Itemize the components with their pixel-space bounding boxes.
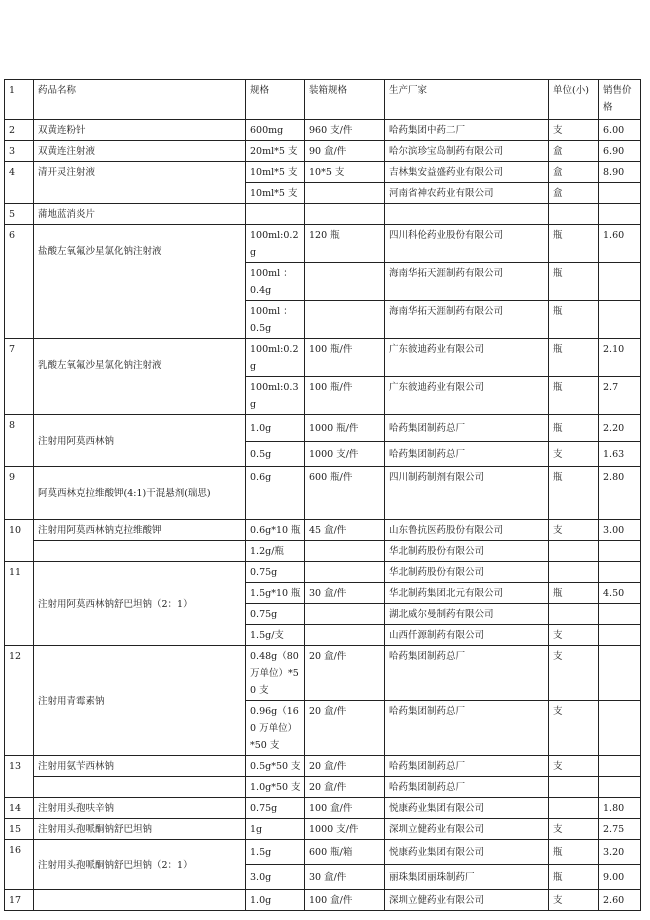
cell-name: 注射用阿莫西林钠克拉维酸钾 — [34, 520, 246, 541]
cell-spec: 0.5g*50 支 — [246, 756, 305, 777]
cell-spec: 0.75g — [246, 562, 305, 583]
cell-no: 5 — [5, 204, 34, 225]
cell-pack: 20 盒/件 — [305, 777, 385, 798]
cell-pack — [305, 263, 385, 301]
table-row — [5, 120, 641, 141]
cell-unit — [549, 604, 599, 625]
table-row — [5, 225, 641, 263]
cell-no: 9 — [5, 467, 34, 520]
cell-pack: 1000 支/件 — [305, 819, 385, 840]
header-price: 销售价格 — [599, 80, 641, 120]
cell-pack: 10*5 支 — [305, 162, 385, 183]
cell-price — [599, 701, 641, 756]
cell-pack: 90 盒/件 — [305, 141, 385, 162]
cell-name: 乳酸左氧氟沙星氯化钠注射液 — [34, 339, 246, 415]
cell-name — [34, 777, 246, 798]
cell-spec: 1.5g/支 — [246, 625, 305, 646]
cell-unit: 支 — [549, 625, 599, 646]
cell-pack — [305, 541, 385, 562]
cell-maker: 哈药集团中药二厂 — [385, 120, 549, 141]
cell-no: 12 — [5, 646, 34, 756]
table-row — [5, 520, 641, 541]
cell-price: 1.63 — [599, 442, 641, 467]
cell-price — [599, 204, 641, 225]
cell-name: 双黄连注射液 — [34, 141, 246, 162]
cell-spec: 10ml*5 支 — [246, 162, 305, 183]
cell-name: 盐酸左氧氟沙星氯化钠注射液 — [34, 225, 246, 339]
cell-name: 蒲地蓝消炎片 — [34, 204, 246, 225]
cell-maker: 深圳立健药业有限公司 — [385, 819, 549, 840]
cell-spec: 100ml ：0.5g — [246, 301, 305, 339]
cell-name — [34, 890, 246, 911]
cell-price: 3.00 — [599, 520, 641, 541]
cell-pack — [305, 562, 385, 583]
cell-price — [599, 301, 641, 339]
table-row — [5, 646, 641, 701]
cell-maker: 广东彼迪药业有限公司 — [385, 377, 549, 415]
cell-pack: 100 瓶/件 — [305, 339, 385, 377]
table-row — [5, 541, 641, 562]
cell-maker: 华北制药集团北元有限公司 — [385, 583, 549, 604]
cell-maker: 四川科伦药业股份有限公司 — [385, 225, 549, 263]
cell-pack — [305, 301, 385, 339]
cell-spec: 100ml:0.2g — [246, 225, 305, 263]
cell-name: 注射用氨苄西林钠 — [34, 756, 246, 777]
cell-spec: 1.0g — [246, 890, 305, 911]
drug-price-table — [4, 79, 641, 911]
cell-price: 2.20 — [599, 415, 641, 442]
cell-unit: 瓶 — [549, 840, 599, 865]
cell-spec: 1.0g*50 支 — [246, 777, 305, 798]
cell-unit: 支 — [549, 520, 599, 541]
table-row — [5, 415, 641, 442]
cell-price — [599, 756, 641, 777]
cell-spec: 0.75g — [246, 604, 305, 625]
cell-spec: 0.96g（160 万单位）*50 支 — [246, 701, 305, 756]
cell-price — [599, 604, 641, 625]
cell-pack: 20 盒/件 — [305, 701, 385, 756]
cell-unit — [549, 798, 599, 819]
cell-price: 6.00 — [599, 120, 641, 141]
cell-pack: 1000 瓶/件 — [305, 415, 385, 442]
cell-unit: 支 — [549, 701, 599, 756]
cell-spec: 100ml ：0.4g — [246, 263, 305, 301]
cell-maker: 山西仟源制药有限公司 — [385, 625, 549, 646]
cell-maker: 哈药集团制药总厂 — [385, 777, 549, 798]
cell-pack: 600 瓶/箱 — [305, 840, 385, 865]
cell-pack: 30 盒/件 — [305, 865, 385, 890]
cell-pack: 100 瓶/件 — [305, 377, 385, 415]
cell-pack — [305, 204, 385, 225]
cell-maker: 哈药集团制药总厂 — [385, 415, 549, 442]
cell-price: 2.10 — [599, 339, 641, 377]
cell-name — [34, 541, 246, 562]
cell-unit: 支 — [549, 756, 599, 777]
cell-pack — [305, 604, 385, 625]
table-row — [5, 890, 641, 911]
cell-price — [599, 646, 641, 701]
cell-price — [599, 183, 641, 204]
cell-price: 2.75 — [599, 819, 641, 840]
cell-spec: 1.0g — [246, 415, 305, 442]
cell-unit: 瓶 — [549, 263, 599, 301]
cell-maker: 海南华拓天涯制药有限公司 — [385, 301, 549, 339]
cell-maker: 华北制药股份有限公司 — [385, 541, 549, 562]
cell-pack: 1000 支/件 — [305, 442, 385, 467]
cell-unit: 支 — [549, 890, 599, 911]
cell-maker: 悦康药业集团有限公司 — [385, 798, 549, 819]
cell-maker: 哈药集团制药总厂 — [385, 756, 549, 777]
table-row — [5, 840, 641, 865]
cell-spec: 600mg — [246, 120, 305, 141]
table-row — [5, 467, 641, 520]
cell-maker: 海南华拓天涯制药有限公司 — [385, 263, 549, 301]
cell-spec: 20ml*5 支 — [246, 141, 305, 162]
cell-no: 4 — [5, 162, 34, 204]
cell-maker: 哈药集团制药总厂 — [385, 646, 549, 701]
cell-no: 14 — [5, 798, 34, 819]
cell-maker: 四川制药制剂有限公司 — [385, 467, 549, 520]
cell-maker: 山东鲁抗医药股份有限公司 — [385, 520, 549, 541]
cell-unit — [549, 777, 599, 798]
cell-spec — [246, 204, 305, 225]
cell-maker: 深圳立健药业有限公司 — [385, 890, 549, 911]
cell-spec: 100ml:0.2g — [246, 339, 305, 377]
cell-price — [599, 562, 641, 583]
cell-price: 2.7 — [599, 377, 641, 415]
cell-maker — [385, 204, 549, 225]
cell-price — [599, 263, 641, 301]
cell-name: 注射用青霉素钠 — [34, 646, 246, 756]
cell-unit — [549, 562, 599, 583]
header-pack: 装箱规格 — [305, 80, 385, 120]
cell-price — [599, 541, 641, 562]
cell-no: 11 — [5, 562, 34, 646]
cell-no: 8 — [5, 415, 34, 467]
cell-unit — [549, 541, 599, 562]
cell-unit: 盒 — [549, 141, 599, 162]
cell-no: 10 — [5, 520, 34, 562]
cell-price: 6.90 — [599, 141, 641, 162]
cell-pack: 30 盒/件 — [305, 583, 385, 604]
cell-pack — [305, 183, 385, 204]
cell-unit: 瓶 — [549, 339, 599, 377]
cell-no: 3 — [5, 141, 34, 162]
cell-unit: 瓶 — [549, 415, 599, 442]
cell-price: 4.50 — [599, 583, 641, 604]
cell-spec: 1.5g — [246, 840, 305, 865]
table-row — [5, 339, 641, 377]
cell-name: 清开灵注射液 — [34, 162, 246, 204]
cell-price — [599, 777, 641, 798]
cell-unit: 支 — [549, 120, 599, 141]
cell-spec: 0.6g*10 瓶 — [246, 520, 305, 541]
cell-unit: 盒 — [549, 183, 599, 204]
cell-name: 注射用头孢哌酮钠舒巴坦钠（2：1） — [34, 840, 246, 890]
cell-name: 注射用阿莫西林钠舒巴坦钠（2：1） — [34, 562, 246, 646]
cell-unit: 瓶 — [549, 377, 599, 415]
cell-no: 16 — [5, 840, 34, 890]
table-row — [5, 819, 641, 840]
header-name: 药品名称 — [34, 80, 246, 120]
cell-price: 1.80 — [599, 798, 641, 819]
cell-name: 注射用阿莫西林钠 — [34, 415, 246, 467]
table-row — [5, 204, 641, 225]
cell-name: 注射用头孢哌酮钠舒巴坦钠 — [34, 819, 246, 840]
cell-spec: 0.6g — [246, 467, 305, 520]
cell-maker: 丽珠集团丽珠制药厂 — [385, 865, 549, 890]
cell-name: 双黄连粉针 — [34, 120, 246, 141]
cell-pack: 20 盒/件 — [305, 646, 385, 701]
cell-spec: 100ml:0.3g — [246, 377, 305, 415]
cell-maker: 哈药集团制药总厂 — [385, 701, 549, 756]
table-header-row — [5, 80, 641, 120]
cell-no: 7 — [5, 339, 34, 415]
cell-spec: 1.2g/瓶 — [246, 541, 305, 562]
cell-price: 2.80 — [599, 467, 641, 520]
table-row — [5, 562, 641, 583]
table-row — [5, 141, 641, 162]
cell-name: 注射用头孢呋辛钠 — [34, 798, 246, 819]
header-maker: 生产厂家 — [385, 80, 549, 120]
cell-price: 1.60 — [599, 225, 641, 263]
cell-no: 6 — [5, 225, 34, 339]
cell-pack: 960 支/件 — [305, 120, 385, 141]
cell-unit: 瓶 — [549, 467, 599, 520]
cell-spec: 3.0g — [246, 865, 305, 890]
cell-maker: 华北制药股份有限公司 — [385, 562, 549, 583]
cell-unit: 瓶 — [549, 583, 599, 604]
cell-unit: 瓶 — [549, 865, 599, 890]
cell-pack: 100 盒/件 — [305, 798, 385, 819]
cell-spec: 0.48g（80 万单位）*50 支 — [246, 646, 305, 701]
cell-spec: 0.5g — [246, 442, 305, 467]
cell-price: 9.00 — [599, 865, 641, 890]
cell-unit: 支 — [549, 646, 599, 701]
cell-no: 2 — [5, 120, 34, 141]
cell-maker: 河南省神农药业有限公司 — [385, 183, 549, 204]
cell-price: 2.60 — [599, 890, 641, 911]
cell-unit — [549, 204, 599, 225]
cell-spec: 1g — [246, 819, 305, 840]
cell-unit: 瓶 — [549, 301, 599, 339]
cell-pack: 600 瓶/件 — [305, 467, 385, 520]
header-spec: 规格 — [246, 80, 305, 120]
cell-unit: 支 — [549, 442, 599, 467]
cell-unit: 瓶 — [549, 225, 599, 263]
cell-maker: 哈尔滨珍宝岛制药有限公司 — [385, 141, 549, 162]
header-unit: 单位(小) — [549, 80, 599, 120]
cell-pack — [305, 625, 385, 646]
table-row — [5, 777, 641, 798]
cell-maker: 悦康药业集团有限公司 — [385, 840, 549, 865]
cell-maker: 吉林集安益盛药业有限公司 — [385, 162, 549, 183]
cell-pack: 45 盒/件 — [305, 520, 385, 541]
cell-name: 阿莫西林克拉维酸钾(4:1)干混悬剂(瑞思) — [34, 467, 246, 520]
cell-no: 17 — [5, 890, 34, 911]
cell-spec: 10ml*5 支 — [246, 183, 305, 204]
cell-maker: 湖北威尔曼制药有限公司 — [385, 604, 549, 625]
cell-no: 13 — [5, 756, 34, 798]
cell-spec: 1.5g*10 瓶 — [246, 583, 305, 604]
cell-price: 8.90 — [599, 162, 641, 183]
cell-pack: 120 瓶 — [305, 225, 385, 263]
cell-price: 3.20 — [599, 840, 641, 865]
cell-spec: 0.75g — [246, 798, 305, 819]
cell-unit: 支 — [549, 819, 599, 840]
cell-maker: 广东彼迪药业有限公司 — [385, 339, 549, 377]
table-row — [5, 798, 641, 819]
cell-unit: 盒 — [549, 162, 599, 183]
table-row — [5, 756, 641, 777]
cell-no: 15 — [5, 819, 34, 840]
cell-pack: 100 盒/件 — [305, 890, 385, 911]
cell-pack: 20 盒/件 — [305, 756, 385, 777]
table-row — [5, 162, 641, 183]
header-no: 1 — [5, 80, 34, 120]
cell-price — [599, 625, 641, 646]
cell-maker: 哈药集团制药总厂 — [385, 442, 549, 467]
